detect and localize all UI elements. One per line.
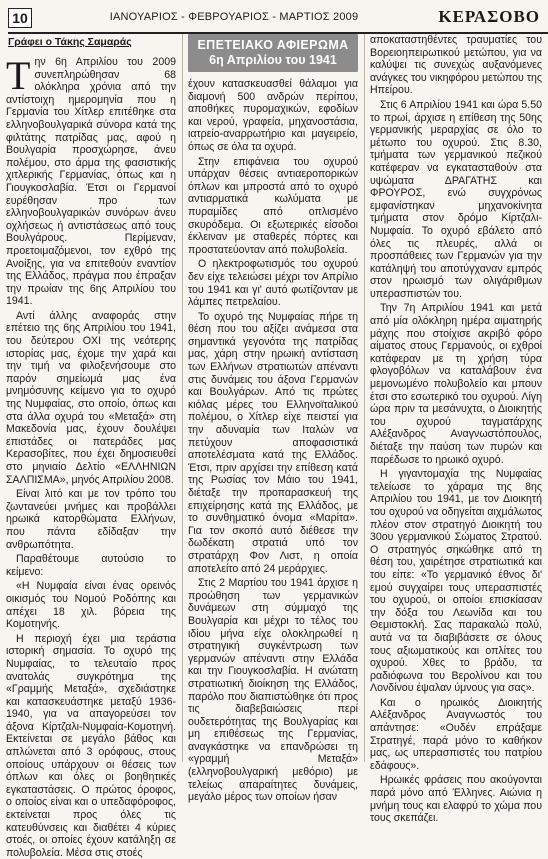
lead-text: ην 6η Απριλίου του 2009 συνεπληρώθησαν 68 ολόκληρα χρόνια από την αντίστοιχη ημερομηνία που η Γερμανία του Χίτλερ επιτέθηκε στα ελληνοβουλγαρικά σύνορα κατά της φιλτάτης πατρίδας μας, αφού η Βουλγαρία προσχώρησε, άνευ πολέμου, στο άρμα της φασιστικής χιτλερικής Γερμανίας, όπως και η Γιουγκοσλαβία. Έτσι οι Γερμανοί ευρέθησαν προ των ελληνοβουλγαρικών συνόρων άνευ οχλήσεως ή αντιστάσεως από τους Βουλγάρους. Περίμεναν, προετοιμαζόμενοι, τον εχθρό της Ανοίξης, για να επιτεθούν εναντίον της Ελλάδος, πράγμα που έπραξαν την πρωίαν της 6ης Απριλίου του 1941.	[6, 56, 176, 308]
paragraph: Παραθέτουμε αυτούσιο το κείμενο:	[6, 553, 176, 578]
banner-subtitle: 6η Απριλίου του 1941	[209, 53, 337, 67]
paragraph: έχουν κατασκευασθεί θάλαμοι για διαμονή 500 ανδρών περίπου, αποθήκες πυρομαχικών, εφοδίων και νερού, γραφεία, μηχανοστάσια, ιατρείο-αναρρωτήριο και μαγειρείο, όπως σε όλα τα οχυρά.	[188, 78, 358, 153]
page-number: 10	[8, 8, 32, 28]
paragraph: Ηρωικές φράσεις που ακούγονται παρά μόνο από Έλληνες. Αιώνια η μνήμη τους και ελαφρύ το χώμα που τους σκεπάζει.	[370, 774, 542, 825]
paragraph: Ο ηλεκτροφωτισμός του οχυρού δεν είχε τελειώσει μέχρι τον Απρίλιο του 1941 και γι' αυτό φωτίζονταν με λάμπες πετρελαίου.	[188, 258, 358, 309]
paragraph: Η περιοχή έχει μια τεράστια ιστορική σημασία. Το οχυρό της Νυμφαίας, το τελευταίο προς ανατολάς συγκρότημα της «Γραμμής Μεταξά», σχεδιάστηκε και κατασκευάστηκε μεταξύ 1936-1940, για να απαγορεύσει τον άξονα Κίρτζαλι-Νυμφαία-Κομοτηνή. Εκτείνεται σε μεγάλο βάθος και απλώνεται από 3 ορόφους, στους οποίους υπάρχουν οι θέσεις των όπλων και όλες οι βοηθητικές εγκαταστάσεις. Ο πρώτος όροφος, ο οποίος είναι και ο υπεδαφόροφος, εκτείνεται προς όλες τις κατευθύνσεις και διαθέτει 4 κύριες στοές, οι οποίες έχουν κατάληξη σε πολυβολεία. Μέσα στις στοές	[6, 632, 176, 859]
column-2	[188, 34, 358, 804]
paragraph: Και ο ηρωικός Διοικητής Αλέξανδρος Αναγνωστός του απάντησε: «Ουδέν επράξαμε Στρατηγέ, παρά μόνο το καθήκον μας, ως υπερασπιστές του πατρίου εδάφους».	[370, 696, 542, 772]
lead-paragraph	[6, 53, 176, 308]
paragraph: αποκαταστηθέντες τραυματίες του Βορειοηπειρωτικού μετώπου, για να καλύψει τις συνεχώς αυξανόμενες ανάγκες του νικηφόρου μετώπου της Ηπείρου.	[370, 34, 542, 97]
paragraph: Η γιγαντομαχία της Νυμφαίας τελείωσε το χάραμα της 8ης Απριλίου του 1941, με τον Διοικητή του οχυρού να οδηγείται αιχμάλωτος πλέον στον στρατηγό Διοικητή του 30ου γερμανικού Σώματος Στρατού. Ο στρατηγός σηκώθηκε από τη θέση του, χαιρέτησε στρατιωτικά και του είπε: «Το γερμανικό έθνος δι' εμού συγχαίρει τους υπερασπιστές του οχυρού, οι οποίοι επισκίασαν την δόξα του Λεωνίδα και του Θεμιστοκλή. Σας παρακαλώ πολύ, αυτά να τα διαβιβάσετε σε όλους τους αξιωματικούς και οπλίτες του οχυρού. Χθες το βράδυ, τα ραδιόφωνα του Βερολίνου και του Λονδίνου έψαλαν ύμνους για σας».	[370, 468, 542, 695]
paragraph: «Η Νυμφαία είναι ένας ορεινός οικισμός του Νομού Ροδόπης και απέχει 18 χιλ. βόρεια της Κομοτηνής.	[6, 580, 176, 631]
column-1	[6, 34, 176, 859]
paragraph: Στις 2 Μαρτίου του 1941 άρχισε η προώθηση των γερμανικών δυνάμεων στη σύμμαχό της Βουλγαρία και μέχρι το τέλος του ιδίου μήνα είχε ολοκληρωθεί η στρατηγική συγκέντρωση των γερμανών απέναντι στην Ελλάδα και την Γιουγκοσλαβία. Η ανώτατη στρατιωτική διοίκηση της Ελλάδος, παρόλο που διαπιστώθηκε ότι προς τις διαβεβαιώσεις περί ουδετερότητας της Βουλγαρίας και μη επιθέσεως της Γερμανίας, αναγκάστηκε να επανδρώσει τη «γραμμή Μεταξά» (ελληνοβουλγαρική μεθόριο) με τελείως απαραίτητες δυνάμεις, μεγάλο μέρος των οποίων ήσαν	[188, 577, 358, 804]
issue-date: ΙΑΝΟΥΑΡΙΟΣ - ΦΕΒΡΟΥΑΡΙΟΣ - ΜΑΡΤΙΟΣ 2009	[109, 11, 359, 23]
paragraph: Στις 6 Απριλίου 1941 και ώρα 5.50 το πρωί, άρχισε η επίθεση της 50ης γερμανικής μεραρχίας σε όλο το μέτωπο του οχυρού. Στις 8.30, τμήματα των γερμανικού πεζικού κατέφεραν να εγκατασταθούν στα υψώματα ΔΡΑΓΑΤΗΣ και ΦΡΟΥΡΟΣ, ενώ συγχρόνως εμφανίστηκαν μηχανοκίνητα τμήματα στον δρόμο Κίρτζαλι-Νυμφαία. Το οχυρό εβάλετο από όλες τις πλευρές, αλλά οι προσπάθειες των Γερμανών για την κατάληψή του αποτύγχαναν εμπρός στον ηρωισμό των ολιγάριθμων υπερασπιστών του.	[370, 98, 542, 300]
banner-title: ΕΠΕΤΕΙΑΚΟ ΑΦΙΕΡΩΜΑ	[197, 38, 349, 52]
article-columns	[6, 34, 542, 859]
column-divider	[364, 34, 365, 762]
column-divider	[182, 34, 183, 762]
paragraph: Είναι λιτό και με τον τρόπο του ζωντανεύει μνήμες και προβάλλει ηρωικά κατορθώματα Ελλήνων, που πάντα εδίδαξαν την ανθρωπότητα.	[6, 488, 176, 551]
paragraph: Αντί άλλης αναφοράς στην επέτειο της 6ης Απριλίου του 1941, του δεύτερου ΟΧΙ της νεότερης ιστορίας μας, έχομε την χαρά και την τιμή να φιλοξενήσουμε στο παρόν σημείωμά μας ένα μνημόσυνης κείμενο για το οχυρό της Νυμφαίας, στο οποίο, όπως και στα άλλα οχυρά του «Μεταξά» στη Μακεδονία μας, έχουν δουλέψει επιστάδες οι πατεράδες μας Κερασοβίτες, που έχει δημοσιευθεί στο μηνιαίο Δελτίο «ΕΛΛΗΝΙΩΝ ΣΑΛΠΙΣΜΑ», μηνός Απριλίου 2008.	[6, 309, 176, 486]
paragraph: Την 7η Απριλίου 1941 και μετά από μία ολόκληρη ημέρα αιματηρής μάχης που στοίχισε ακριβό φόρο αίματος στους Γερμανούς, οι εχθροί κατάφεραν με τη χρήση τύρα φλογοβόλων να καταλάβουν ένα μεμονωμένο πολυβολείο και μπουν έτσι στο εσωτερικό του οχυρού. Λίγη ώρα πριν τα μεσάνυχτα, ο Διοικητής του οχυρού ταγματάρχης Αλέξανδρος Αναγνωστόπουλος, διέταξε την παύση των πυρών και παρέδωσε το ηρωικό οχυρό.	[370, 302, 542, 466]
feature-banner	[188, 34, 358, 72]
masthead: ΚΕΡΑΣΟΒΟ	[438, 7, 540, 26]
paragraph: Το οχυρό της Νυμφαίας πήρε τη θέση που του αξίζει ανάμεσα στα σημαντικά γεγονότα της πατρίδας μας, χάρη στην ηρωική αντίσταση των Ελλήνων στρατιωτών απέναντι στις δυνάμεις του άξονα Γερμανών και Βουλγάρων. Από τις πρώτες κιόλας μέρες του Ελληνοϊταλικού πολέμου, ο Χίτλερ είχε πειστεί για την αδυναμία των Ιταλών να πετύχουν αποφασιστικά αποτελέσματα κατά της Ελλάδος. Έτσι, πριν αρχίσει την επίθεση κατά της Ρωσίας τον Μάιο του 1941, διέταξε την προπαρασκευή της επιχείρησης κατά της Ελλάδος, με το συνθηματικό όνομα «Μαρίτα». Για τον σκοπό αυτό διέθεσε την δωδέκατη στρατιά υπό τον στρατάρχη Φον Λιστ, η οποία αποτελείτο από 24 μεράρχιες.	[188, 310, 358, 575]
drop-cap: Τ	[6, 53, 31, 98]
byline: Γράφει ο Τάκης Σαμαράς	[8, 36, 132, 48]
page-header	[4, 5, 544, 31]
paragraph: Στην επιφάνεια του οχυρού υπάρχαν θέσεις αντιαεροπορικών όπλων και μπροστά από το οχυρό αντιαρματικά κωλύματα με πυραμίδες από οπλισμένο σκυρόδεμα. Οι εξωτερικές είσοδοι έκλειναν με σταθερές πόρτες και προστατεύονταν από πολυβολεία.	[188, 155, 358, 256]
column-3	[370, 34, 542, 825]
